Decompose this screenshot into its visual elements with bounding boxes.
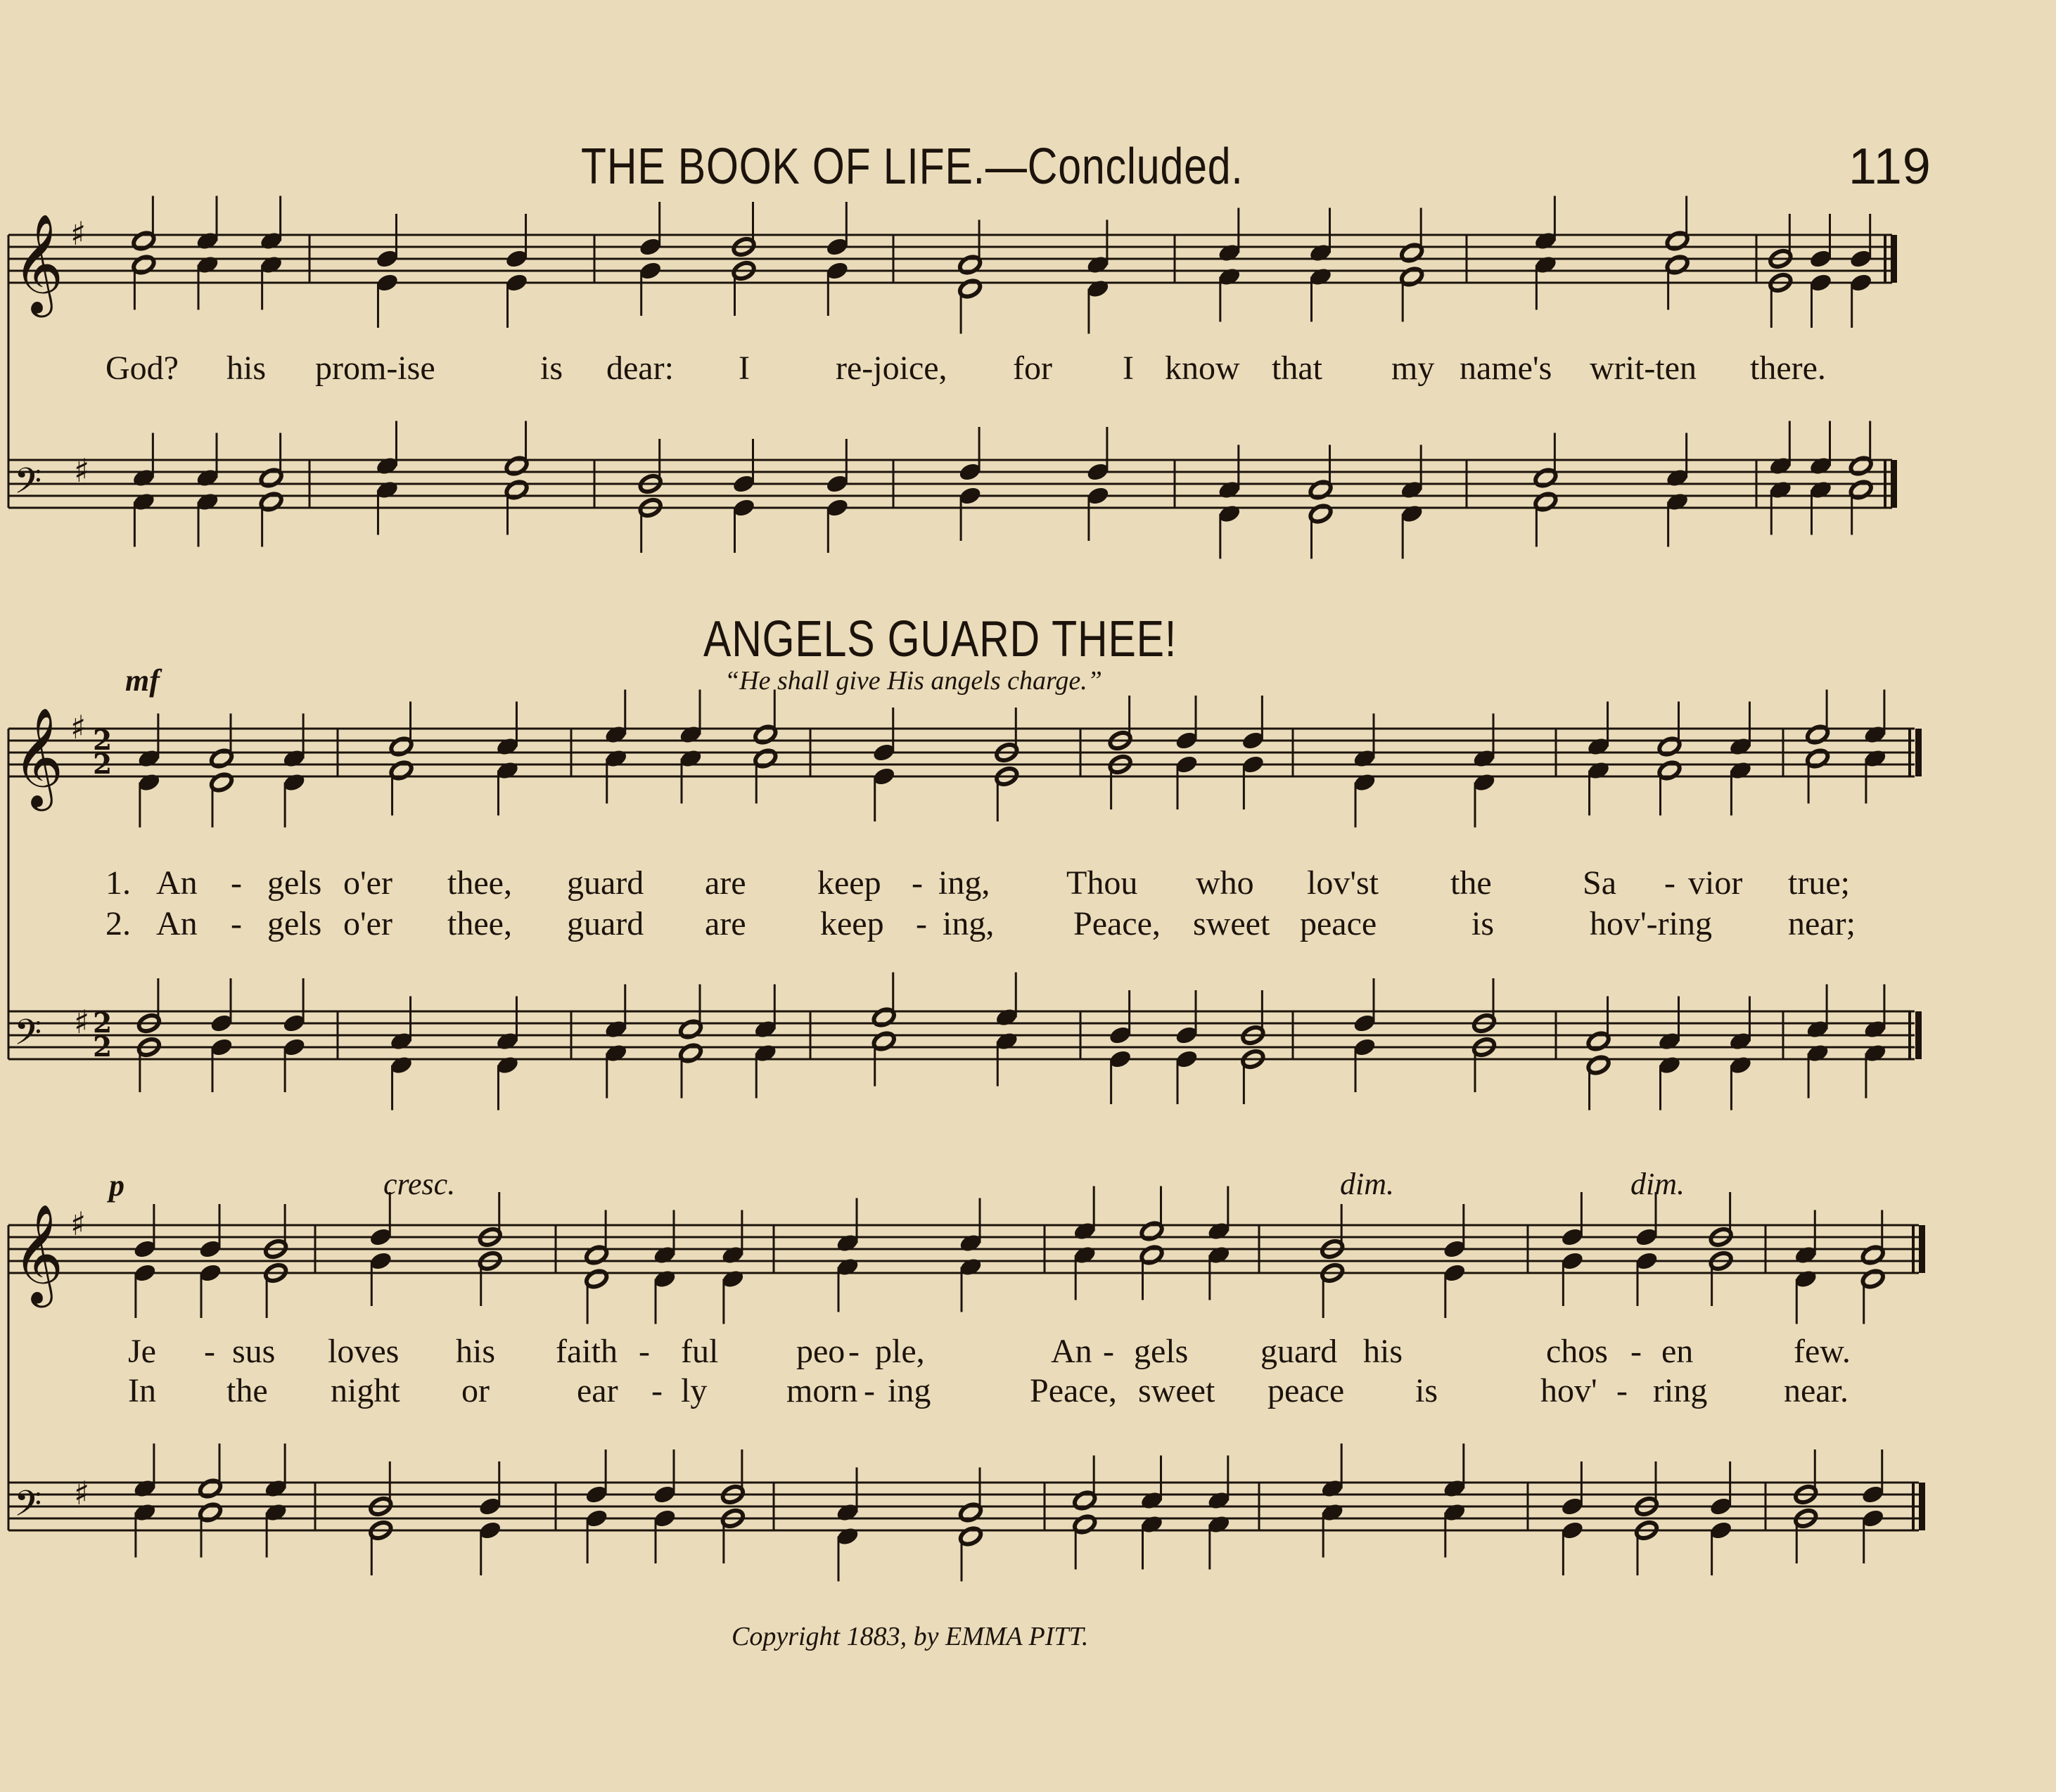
final-bar-line: [1915, 1011, 1922, 1059]
dynamic-dim-2: dim.: [1630, 1167, 1685, 1201]
lyric-syllable: ful: [681, 1333, 719, 1370]
lyric-syllable: vior: [1688, 864, 1743, 902]
lyric-syllable: morn: [786, 1372, 858, 1409]
lyric-syllable: ing: [888, 1372, 931, 1409]
hymn-epigraph: “He shall give His angels charge.”: [724, 666, 1102, 696]
hymn-title-angels-guard-thee: ANGELS GUARD THEE!: [703, 611, 1177, 667]
lyric-syllable: loves: [328, 1333, 400, 1370]
lyric-syllable: -: [231, 864, 242, 902]
lyric-syllable: who: [1196, 864, 1254, 902]
lyric-syllable: peace: [1268, 1372, 1345, 1409]
lyric-syllable: -: [204, 1333, 215, 1370]
lyric-syllable: dear:: [606, 350, 674, 387]
time-signature-bottom: 2: [93, 748, 113, 781]
lyric-syllable: chos: [1546, 1333, 1608, 1370]
lyric-syllable: true;: [1788, 864, 1850, 902]
lyric-syllable: sweet: [1138, 1372, 1215, 1409]
lyric-syllable: is: [1471, 905, 1495, 942]
lyric-syllable: guard: [567, 905, 644, 942]
lyric-syllable: keep: [817, 864, 881, 902]
lyric-syllable: -: [1664, 864, 1675, 902]
lyric-syllable: 2.: [106, 905, 131, 942]
lyric-syllable: An: [1051, 1333, 1092, 1370]
lyric-syllable: re-joice,: [836, 350, 947, 387]
lyric-syllable: -: [1103, 1333, 1114, 1370]
lyric-syllable: thee,: [447, 905, 512, 942]
dynamic-mf: mf: [125, 663, 160, 698]
treble-clef-icon: 𝄞: [13, 212, 64, 313]
lyric-syllable: -: [231, 905, 242, 942]
lyric-syllable: thee,: [447, 864, 512, 902]
lyric-syllable: gels: [1134, 1333, 1189, 1370]
page-number: 119: [1849, 139, 1932, 195]
lyric-syllable: gels: [267, 864, 322, 902]
sharp-key-signature-icon: ♯: [70, 1205, 87, 1243]
lyric-syllable: ple,: [875, 1333, 925, 1370]
lyric-syllable: Thou: [1066, 864, 1138, 902]
lyric-syllable: are: [705, 864, 746, 902]
lyric-syllable: -: [1630, 1333, 1642, 1370]
lyric-syllable: sweet: [1193, 905, 1270, 942]
lyric-syllable: or: [461, 1372, 490, 1409]
lyric-syllable: o'er: [343, 905, 392, 942]
lyric-syllable: near.: [1784, 1372, 1849, 1409]
lyric-syllable: 1.: [106, 864, 131, 902]
lyric-syllable: keep: [820, 905, 884, 942]
lyric-syllable: o'er: [343, 864, 392, 902]
time-signature-bottom: 2: [93, 1031, 113, 1063]
lyric-syllable: -: [912, 864, 923, 902]
sharp-key-signature-icon: ♯: [74, 1003, 90, 1041]
lyric-syllable: ing,: [943, 905, 995, 942]
lyric-syllable: night: [331, 1372, 400, 1409]
lyric-syllable: hov'-ring: [1590, 905, 1712, 942]
dynamic-dim-1: dim.: [1340, 1167, 1394, 1201]
lyric-syllable: hov': [1540, 1372, 1597, 1409]
lyric-syllable: peo: [796, 1333, 845, 1370]
final-bar-line: [1891, 460, 1897, 508]
lyric-syllable: is: [540, 350, 563, 387]
lyric-syllable: -: [639, 1333, 650, 1370]
lyric-syllable: his: [456, 1333, 496, 1370]
lyric-syllable: I: [739, 350, 750, 387]
treble-clef-icon: 𝄞: [13, 1203, 64, 1303]
lyric-syllable: An: [156, 864, 198, 902]
lyric-syllable: -: [916, 905, 927, 942]
sharp-key-signature-icon: ♯: [70, 708, 87, 746]
lyric-syllable: prom-ise: [315, 350, 435, 387]
lyric-syllable: for: [1013, 350, 1052, 387]
lyric-syllable: -: [864, 1372, 875, 1409]
lyric-syllable: -: [848, 1333, 860, 1370]
lyric-syllable: is: [1415, 1372, 1438, 1409]
lyric-syllable: guard: [1260, 1333, 1338, 1370]
lyric-syllable: few.: [1794, 1333, 1851, 1370]
dynamic-p: p: [109, 1168, 124, 1203]
lyric-syllable: his: [1363, 1333, 1403, 1370]
lyric-syllable: there.: [1750, 350, 1826, 387]
lyric-syllable: Je: [128, 1333, 156, 1370]
lyric-syllable: I: [1123, 350, 1134, 387]
time-signature-top: 2: [93, 1007, 113, 1039]
lyric-syllable: faith: [556, 1333, 618, 1370]
sharp-key-signature-icon: ♯: [70, 215, 87, 252]
lyric-syllable: the: [1450, 864, 1492, 902]
lyric-syllable: -: [651, 1372, 663, 1409]
lyric-syllable: my: [1391, 350, 1435, 387]
final-bar-line: [1919, 1225, 1925, 1273]
lyric-syllable: An: [156, 905, 198, 942]
sharp-key-signature-icon: ♯: [74, 1474, 90, 1512]
lyric-syllable: gels: [267, 905, 322, 942]
lyric-syllable: lov'st: [1307, 864, 1379, 902]
treble-clef-icon: 𝄞: [13, 706, 64, 807]
lyric-syllable: peace: [1300, 905, 1377, 942]
lyric-syllable: name's: [1460, 350, 1552, 387]
lyric-syllable: -: [1616, 1372, 1628, 1409]
copyright-line: Copyright 1883, by EMMA PITT.: [732, 1622, 1089, 1651]
final-bar-line: [1919, 1483, 1925, 1530]
bass-clef-icon: 𝄢: [14, 1483, 42, 1533]
lyric-syllable: Peace,: [1030, 1372, 1117, 1409]
dynamic-cresc: cresc.: [383, 1167, 456, 1201]
sharp-key-signature-icon: ♯: [74, 452, 90, 489]
lyric-syllable: Sa: [1583, 864, 1616, 902]
bass-clef-icon: 𝄢: [14, 461, 42, 511]
lyric-syllable: sus: [232, 1333, 276, 1370]
lyric-syllable: Peace,: [1073, 905, 1161, 942]
lyric-syllable: ear: [577, 1372, 618, 1409]
lyric-syllable: ing,: [938, 864, 990, 902]
lyric-syllable: ring: [1653, 1372, 1708, 1409]
time-signature-top: 2: [93, 724, 113, 757]
lyric-syllable: In: [128, 1372, 156, 1409]
lyric-syllable: are: [705, 905, 746, 942]
final-bar-line: [1891, 235, 1897, 283]
bass-clef-icon: 𝄢: [14, 1012, 42, 1062]
lyric-syllable: God?: [106, 350, 179, 387]
lyric-syllable: know: [1165, 350, 1240, 387]
lyric-syllable: en: [1661, 1333, 1694, 1370]
lyric-syllable: writ-ten: [1590, 350, 1697, 387]
final-bar-line: [1915, 729, 1922, 776]
lyric-syllable: guard: [567, 864, 644, 902]
lyric-syllable: near;: [1788, 905, 1856, 942]
section-title-book-of-life: THE BOOK OF LIFE.—Concluded.: [581, 139, 1244, 195]
lyric-syllable: his: [226, 350, 267, 387]
lyric-syllable: the: [226, 1372, 268, 1409]
lyric-syllable: ly: [681, 1372, 708, 1409]
lyric-syllable: that: [1272, 350, 1322, 387]
